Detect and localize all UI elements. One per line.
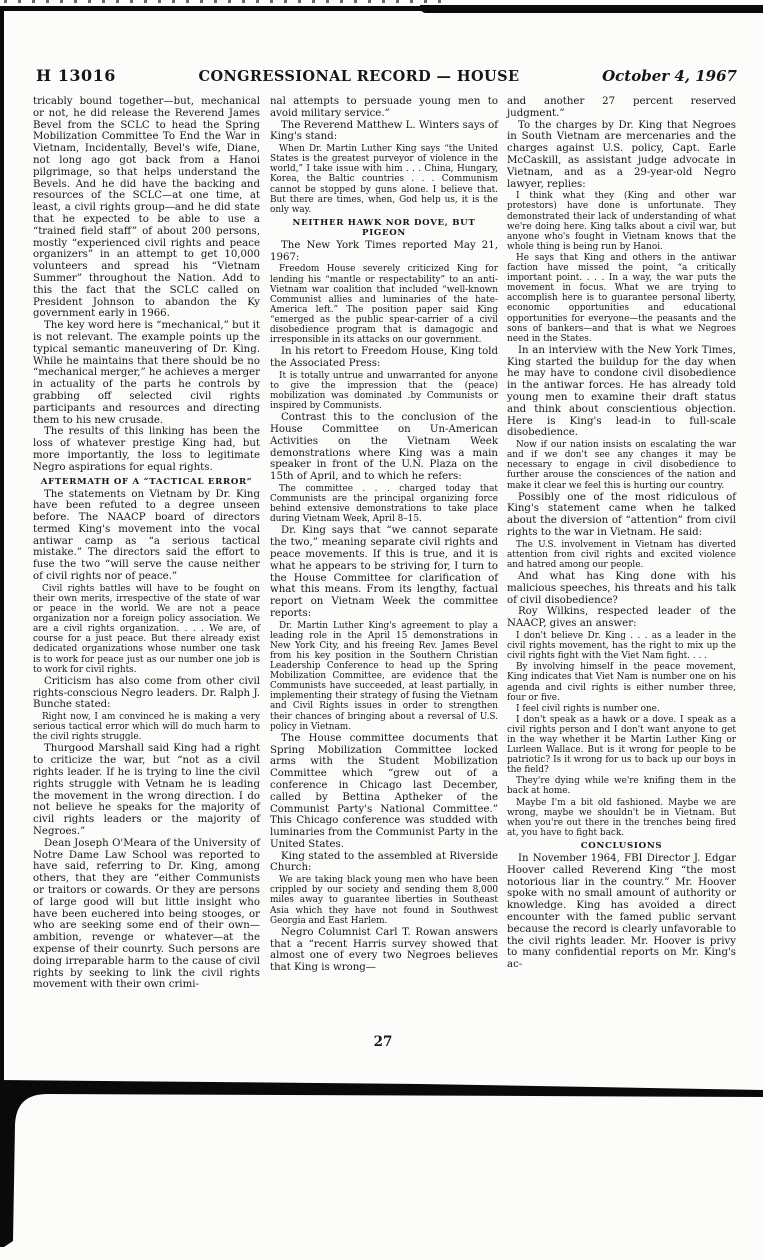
excerpt: The U.S. involvement in Vietnam has diverted attention from civil rights and excited violence and hatred among our people. (507, 539, 736, 570)
excerpt: Now if our nation insists on escalating the war and if we don't see any changes it may be necessary to engage in civil disobedience to further arouse the consciences of the nation and make it clear we feel this is hurting our country. (507, 440, 736, 491)
excerpt: I don't speak as a hawk or a dove. I speak as a civil rights person and I don't want anyone to get in the way whether it be Martin Luther King or Lurleen Wallace. But is it wrong for people to be patriotic? Is it wrong for us to back up our boys in the field? (507, 714, 736, 776)
excerpt: He says that King and others in the antiwar faction have missed the point, “a critically important point. . . . In a way, the war puts the movement in focus. What we are trying to accomplish here is to guarantee personal liberty, economic opportunities and educational opportunities for everyone—the peasants and the sons of bankers—and that is what we Negroes need in the States. (507, 252, 736, 344)
paragraph: Dr. King says that “we cannot separate the two,” meaning separate civil rights and peace movements. If this is true, and it is what he appears to be striving for, I turn to the House Committee for clarification of what this means. From its lengthy, factual report on Vietnam Week the committee reports: (270, 525, 498, 619)
page-header (36, 66, 737, 85)
page-code: H 13016 (36, 66, 116, 85)
excerpt: Freedom House severely criticized King for lending his “mantle or respectability” to an anti-Vietnam war coalition that included “well-known Communist allies and luminaries of the hate-America left.” The position paper said King “emerged as the public spear-carrier of a civil disobedience program that is damagogic and irresponsible in its attacks on our government. (270, 264, 498, 346)
paragraph: and another 27 percent reserved judgment.” (507, 96, 736, 119)
paragraph: The Reverend Matthew L. Winters says of King's stand: (270, 119, 498, 143)
paragraph: The results of this linking has been the loss of whatever prestige King had, but more importantly, the loss to legitimate Negro aspirations for equal rights. (33, 426, 260, 473)
excerpt: They're dying while we're knifing them in the back at home. (507, 776, 736, 797)
paragraph: In November 1964, FBI Director J. Edgar Hoover called Reverend King “the most notorious liar in the country.” Mr. Hoover spoke with no small amount of authority or knowledge. King has avoided a direct encounter with the famed public servant because the record is clearly unfavorable to the civil rights leader. Mr. Hoover is privy to many confidential reports on Mr. King's ac- (507, 852, 736, 971)
excerpt: Dr. Martin Luther King's agreement to play a leading role in the April 15 demonstrations in New York City, and his freeing Rev. James Bevel from his key position in the Southern Christian Leadership Conference to head up the Spring Mobilization Committee, are evidence that the Communists have succeeded, at least partially, in implementing their strategy of fusing the Vietnam and Civil Rights issues in order to strengthen their chances of bringing about a reversal of U.S. policy in Vietnam. (270, 620, 498, 732)
paragraph: Negro Columnist Carl T. Rowan answers that a “recent Harris survey showed that almost one of every two Negroes believes that King is wrong— (270, 926, 498, 974)
paragraph: To the charges by Dr. King that Negroes in South Vietnam are mercenaries and the charges against U.S. policy, Capt. Earle McCaskill, as assistant judge advocate in Vietnam, and as a 29-year-old Negro lawyer, replies: (507, 119, 736, 190)
paragraph: Roy Wilkins, respected leader of the NAACP, gives an answer: (507, 606, 736, 630)
column-2 (270, 96, 498, 974)
paragraph: The key word here is “mechanical,” but it is not relevant. The example points up the typical semantic maneuvering of Dr. King. While he maintains that there should be no “mechanical merger,” he achieves a merger in actuality of the parts he controls by grabbing off selected civil rights participants and resources and directing them to his new crusade. (33, 320, 260, 426)
section-heading: AFTERMATH OF A “TACTICAL ERROR” (40, 476, 253, 487)
journal-title: CONGRESSIONAL RECORD — HOUSE (198, 68, 520, 85)
paragraph: tricably bound together—but, mechanical or not, he did release the Reverend James Bevel from the SCLC to head the Spring Mobilization Committee To End the War in Vietnam, Incidentally, Bevel's wife, Diane, not long ago got back from a Hanoi pilgrimage, so that helps understand the Bevels. And he did have the backing and resources of the SCLC—at one time, at least, a civil rights group—and he did state that he expected to be able to use a “trained field staff” of about 200 persons, mostly “experienced civil rights and peace organizers” in an attempt to get 10,000 volunteers and spread his “Vietnam Summer” throughout the Nation. Add to this the fact that the SCLC called on President Johnson to abandon the Ky government early in 1966. (33, 96, 260, 320)
paragraph: King stated to the assembled at Riverside Church: (270, 850, 498, 874)
paragraph: The statements on Vietnam by Dr. King have been refuted to a degree unseen before. The NAACP board of directors termed King's movement into the vocal antiwar camp as “a serious tactical mistake.” The directors said the effort to fuse the two “will serve the cause neither of civil rights nor of peace.” (33, 488, 260, 583)
excerpt: The committee . . . charged today that Communists are the principal organizing force behind extensive demonstrations to take place during Vietnam Week, April 8–15. (270, 483, 498, 525)
left-edge-line (0, 8, 4, 1084)
column-3 (507, 96, 736, 971)
excerpt: Civil rights battles will have to be fought on their own merits, irrespective of the state of war or peace in the world. We are not a peace organization nor a foreign policy association. We are a civil rights organization. . . . We are, of course for a just peace. But there already exist dedicated organizations whose number one task is to work for peace just as our number one job is to work for civil rights. (33, 583, 260, 675)
scan-tick-marks (4, 0, 447, 3)
excerpt: I don't believe Dr. King . . . as a leader in the civil rights movement, has the right to mix up the civil rights fight with the Viet Nam fight. . . . (507, 631, 736, 662)
excerpt: Maybe I'm a bit old fashioned. Maybe we are wrong, maybe we shouldn't be in Vietnam. But when you're out there in the trenches being fired at, you have to fight back. (507, 797, 736, 838)
excerpt: By involving himself in the peace movement, King indicates that Viet Nam is number one on his agenda and civil rights is either number three, four or five. (507, 662, 736, 703)
paragraph: In his retort to Freedom House, King told the Associated Press: (270, 346, 498, 369)
paragraph: nal attempts to persuade young men to avoid military service.” (270, 96, 498, 119)
paragraph: Criticism has also come from other civil rights-conscious Negro leaders. Dr. Ralph J. Bunche stated: (33, 675, 260, 711)
excerpt: We are taking black young men who have been crippled by our society and sending them 8,000 miles away to guarantee liberties in Southeast Asia which they have not found in Southwest Georgia and East Harlem. (270, 875, 498, 926)
excerpt: When Dr. Martin Luther King says “the United States is the greatest purveyor of violence in the world,” I take issue with him . . . China, Hungary, Korea, the Baltic countries . . . Communism cannot be stopped by guns alone. I believe that. But there are times, when, God help us, it is the only way. (270, 144, 498, 215)
excerpt: I think what they (King and other war protestors) have done is unfortunate. They demonstrated their lack of understanding of what we're doing here. King talks about a civil war, but anyone who's fought in Vietnam knows that the whole thing is being run by Hanoi. (507, 191, 736, 252)
issue-date: October 4, 1967 (602, 67, 737, 85)
paragraph: And what has King done with his malicious speeches, his threats and his talk of civil disobedience? (507, 571, 736, 606)
excerpt: It is totally untrue and unwarranted for anyone to give the impression that the (peace) mobilization was dominated .by Communists or inspired by Communists. (270, 370, 498, 412)
paragraph: Contrast this to the conclusion of the House Committee on Un-American Activities on the Vietnam Week demonstrations where King was a main speaker in front of the U.N. Plaza on the 15th of April, and to which he refers: (270, 412, 498, 483)
section-heading: CONCLUSIONS (580, 840, 663, 851)
paragraph: Dean Joseph O'Meara of the University of Notre Dame Law School was reported to have said, referring to Dr. King, among others, that they are “either Communists or traitors or cowards. Or they are persons of large good will but little insight who have been euchered into being stooges, or who are seeking some end of their own—ambition, revenge or whatever—at the expense of their counrty. Such persons are doing irreparable harm to the cause of civil rights by seeking to link the civil rights movement with their own crimi- (33, 837, 260, 991)
paragraph: Thurgood Marshall said King had a right to criticize the war, but “not as a civil rights leader. If he is trying to line the civil rights struggle with Vetnam he is leading the movement in the wrong direction. I do not believe he speaks for the majority of civil rights leaders or the majority of Negroes.” (33, 743, 260, 837)
top-edge-line-right (420, 5, 763, 13)
page-curl-artifact (0, 1075, 763, 1260)
paragraph: In an interview with the New York Times, King started the buildup for the day when he may have to condone civil disobedience in the antiwar forces. He has already told young men to examine their draft status and think about conscientious objection. Here is King's lead-in to full-scale disobedience. (507, 344, 736, 439)
excerpt: Right now, I am convinced he is making a very serious tactical error which will do much harm to the civil rights struggle. (33, 712, 260, 743)
paragraph: The House committee documents that Spring Mobilization Committee locked arms with the Student Mobilization Committee which “grew out of a conference in Chicago last December, called by Bettina Aptheker of the Communist Party's National Committee.” This Chicago conference was studded with luminaries from the Communist Party in the United States. (270, 732, 498, 850)
column-1 (33, 96, 260, 991)
page-number: 27 (373, 1034, 393, 1050)
paragraph: Possibly one of the most ridiculous of King's statement came when he talked about the diversion of “attention” from civil rights to the war in Vietnam. He said: (507, 491, 736, 539)
excerpt: I feel civil rights is number one. (516, 703, 660, 714)
section-heading: NEITHER HAWK NOR DOVE, BUT PIGEON (292, 217, 476, 238)
paragraph: The New York Times reported May 21, 1967: (270, 239, 498, 263)
